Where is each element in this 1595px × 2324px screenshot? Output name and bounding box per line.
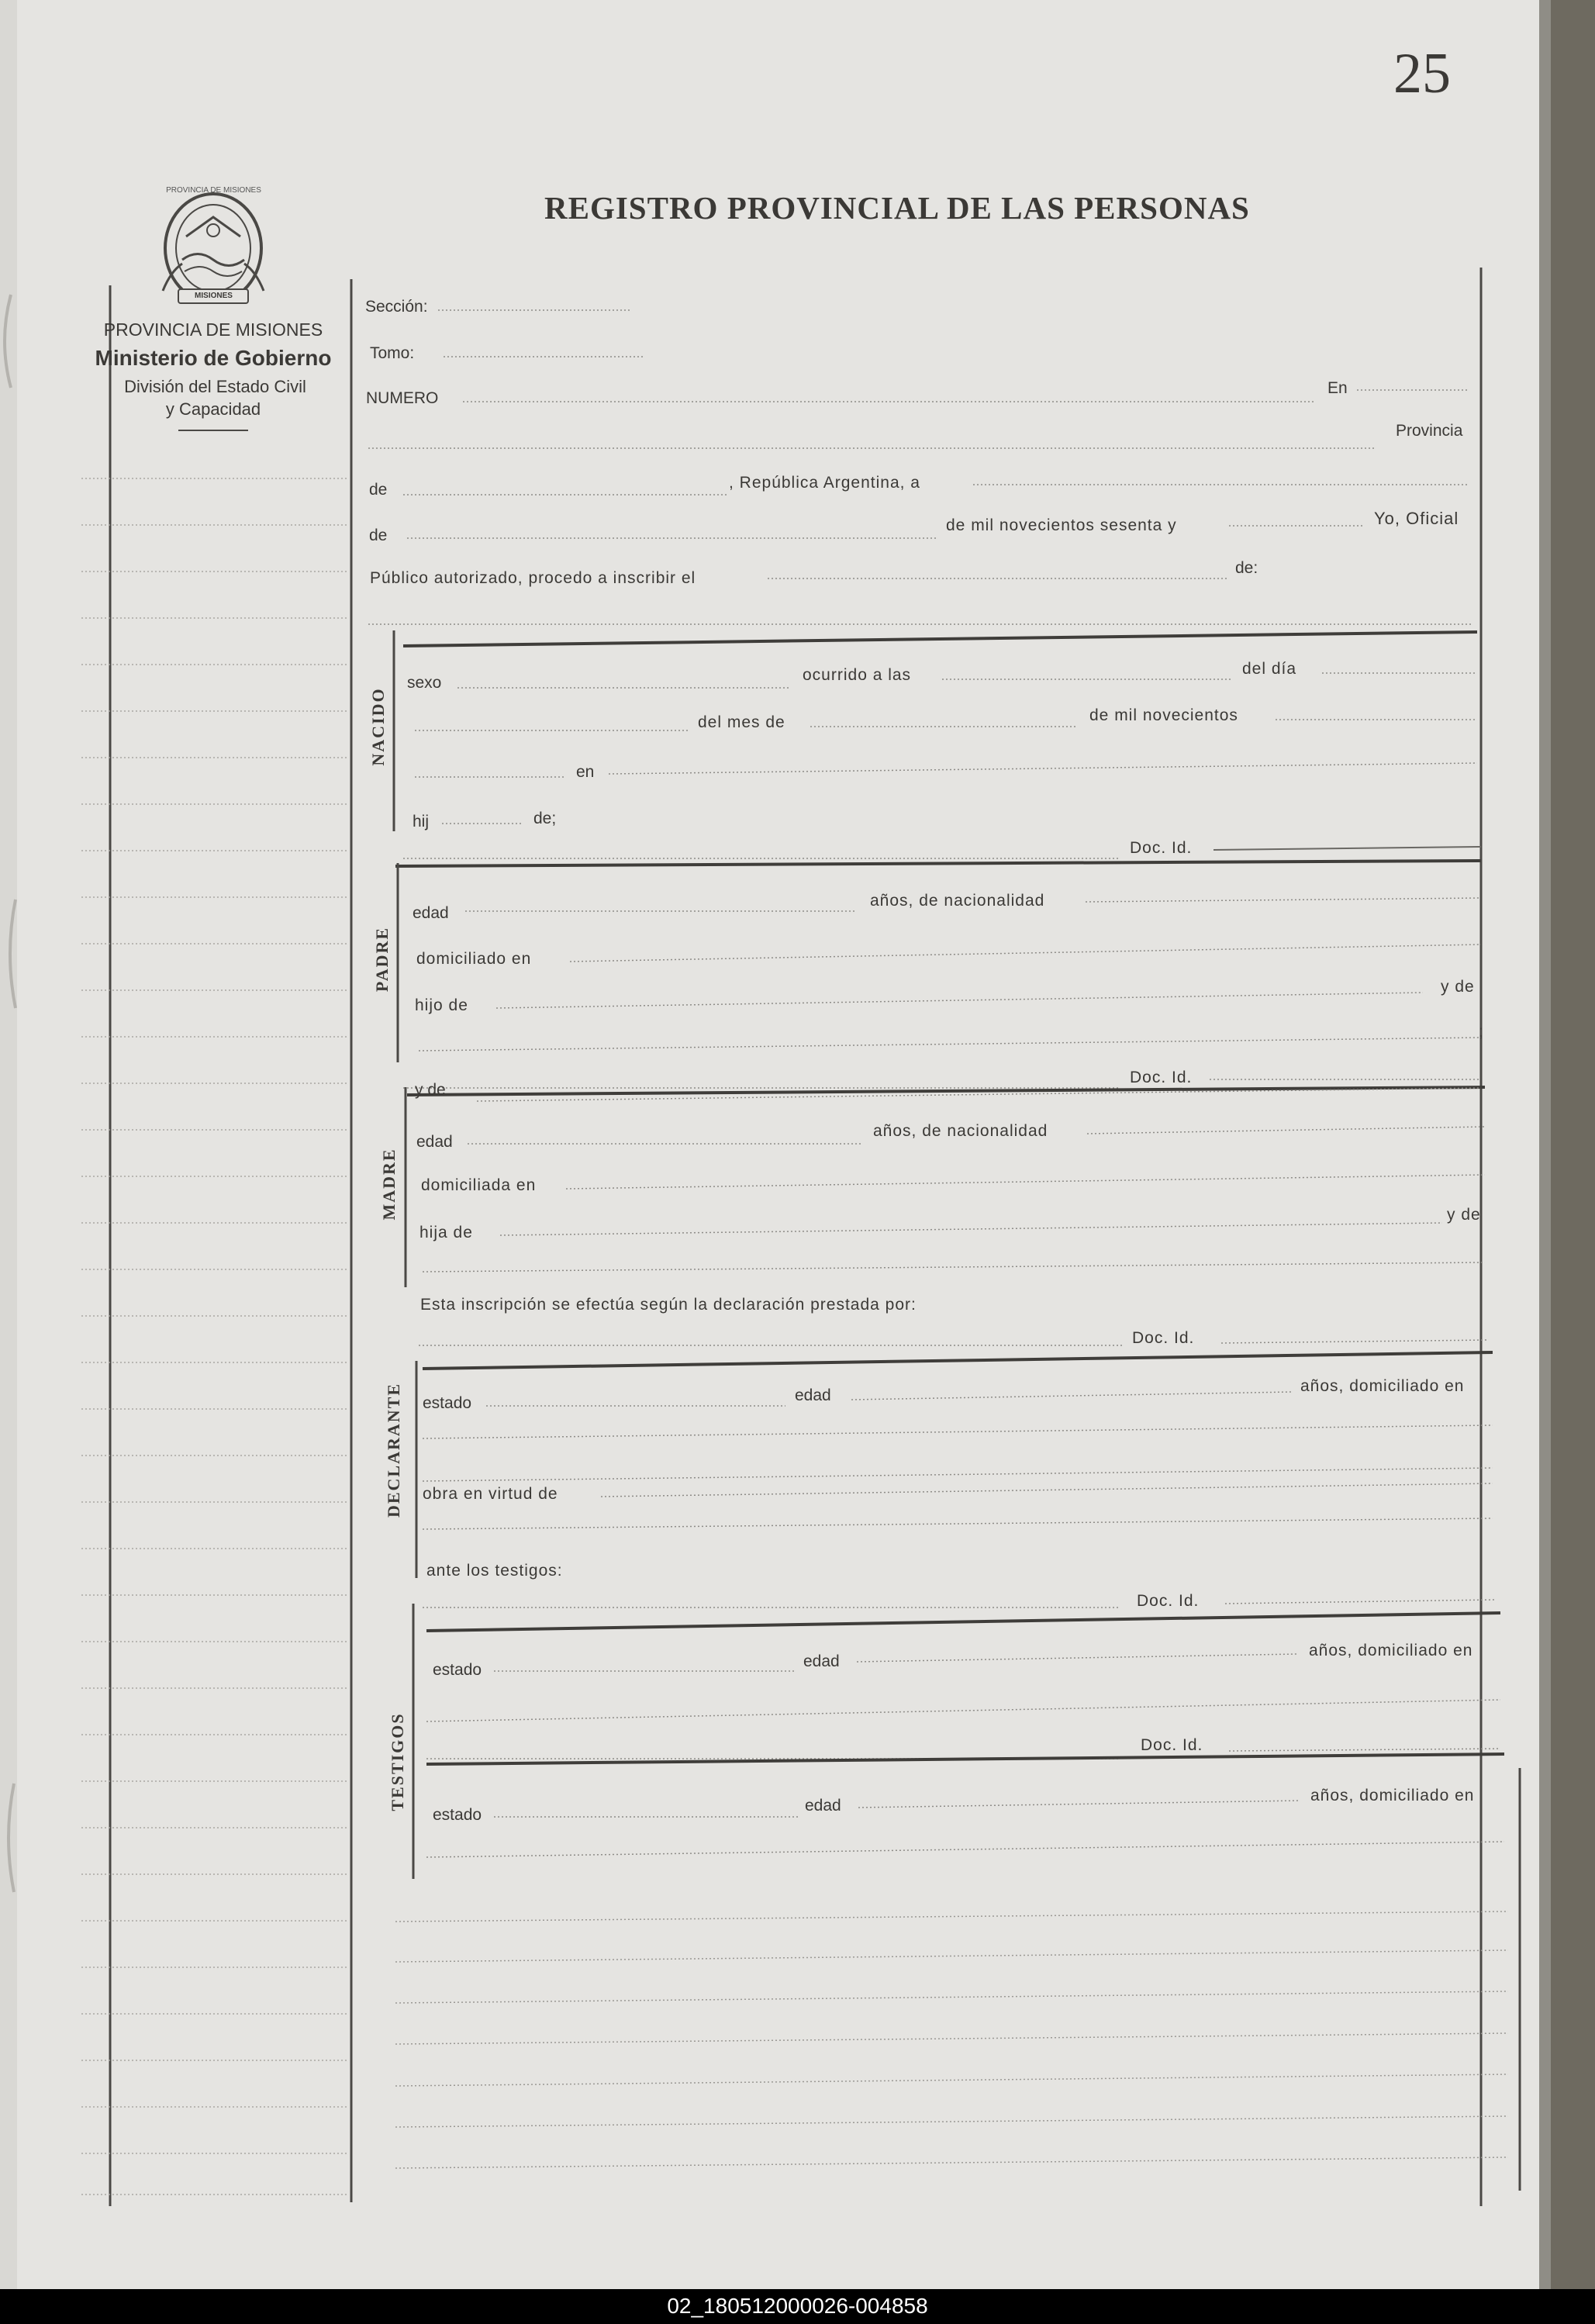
label-numero: NUMERO [366,389,439,407]
section-label-declarante: DECLARANTE [384,1382,403,1518]
label-publico: Público autorizado, procedo a inscribir el [370,569,696,587]
madre-hija: hija de [419,1224,473,1241]
madre-anos-nac: años, de nacionalidad [873,1122,1048,1140]
declarante-intro: Esta inscripción se efectúa según la declaración prestada por: [420,1296,917,1314]
label-mil-sesenta: de mil novecientos sesenta y [946,516,1177,534]
madre-doc: Doc. Id. [1132,1329,1195,1347]
nacido-sexo: sexo [407,674,442,692]
testigo-2-anos-dom: años, domiciliado en [1310,1787,1475,1804]
declarante-anos-dom: años, domiciliado en [1300,1377,1465,1395]
testigo-1-edad: edad [803,1652,840,1670]
nacido-del-dia: del día [1242,660,1297,678]
label-provincia: Provincia [1396,422,1463,440]
nacido-en: en [576,763,595,781]
madre-y-de-top: y de [415,1081,446,1099]
section-label-padre: PADRE [372,926,392,993]
label-en: En [1327,379,1348,397]
section-label-testigos: TESTIGOS [388,1712,407,1811]
madre-domiciliada: domiciliada en [421,1176,537,1194]
declarante-estado: estado [423,1394,472,1412]
scan-id-text: 02_180512000026-004858 [667,2294,928,2318]
label-de-colon: de: [1235,559,1258,577]
label-seccion: Sección: [365,298,428,316]
label-tomo: Tomo: [370,344,415,362]
seal-motto: MISIONES [195,292,233,300]
label-yo-oficial: Yo, Oficial [1374,509,1459,528]
nacido-del-mes: del mes de [698,713,785,731]
declarante-ante: ante los testigos: [426,1562,563,1580]
nacido-de: de; [533,810,557,827]
nacido-mil-nov: de mil novecientos [1089,706,1238,724]
padre-edad: edad [413,904,449,922]
label-republica: , República Argentina, a [729,474,920,492]
declarante-edad: edad [795,1386,831,1404]
testigo-2-estado: estado [433,1806,482,1824]
padre-semicolon: ; [1479,1023,1483,1041]
nacido-ocurrido: ocurrido a las [803,666,912,684]
issuer-division-1: División del Estado Civil [124,377,306,396]
label-de-1: de [369,481,388,499]
madre-edad: edad [416,1133,453,1151]
testigo-2-edad: edad [805,1797,841,1815]
padre-anos-nac: años, de nacionalidad [870,892,1045,910]
label-de-2: de [369,527,388,544]
padre-doc: Doc. Id. [1130,1069,1193,1086]
page-title: REGISTRO PROVINCIAL DE LAS PERSONAS [544,190,1250,226]
seal-ring-text: PROVINCIA DE MISIONES [166,186,261,195]
padre-hijo: hijo de [415,996,468,1014]
section-label-madre: MADRE [379,1148,399,1221]
section-label-nacido: NACIDO [368,687,388,766]
testigo-1-estado: estado [433,1661,482,1679]
testigo-1-anos-dom: años, domiciliado en [1309,1642,1473,1659]
issuer-ministry: Ministerio de Gobierno [95,346,332,370]
scan-id-footer [0,2289,1595,2324]
page-number: 25 [1393,42,1451,105]
declarante-doc: Doc. Id. [1137,1592,1200,1610]
testigo-doc: Doc. Id. [1141,1736,1203,1754]
issuer-division-2: y Capacidad [165,399,261,419]
issuer-province: PROVINCIA DE MISIONES [103,319,323,340]
nacido-hij: hij [413,813,430,830]
nacido-doc: Doc. Id. [1130,839,1193,857]
padre-domiciliado: domiciliado en [416,950,532,968]
padre-y-de: y de [1441,978,1475,996]
declarante-obra: obra en virtud de [423,1485,558,1503]
madre-y-de: y de [1447,1206,1481,1224]
